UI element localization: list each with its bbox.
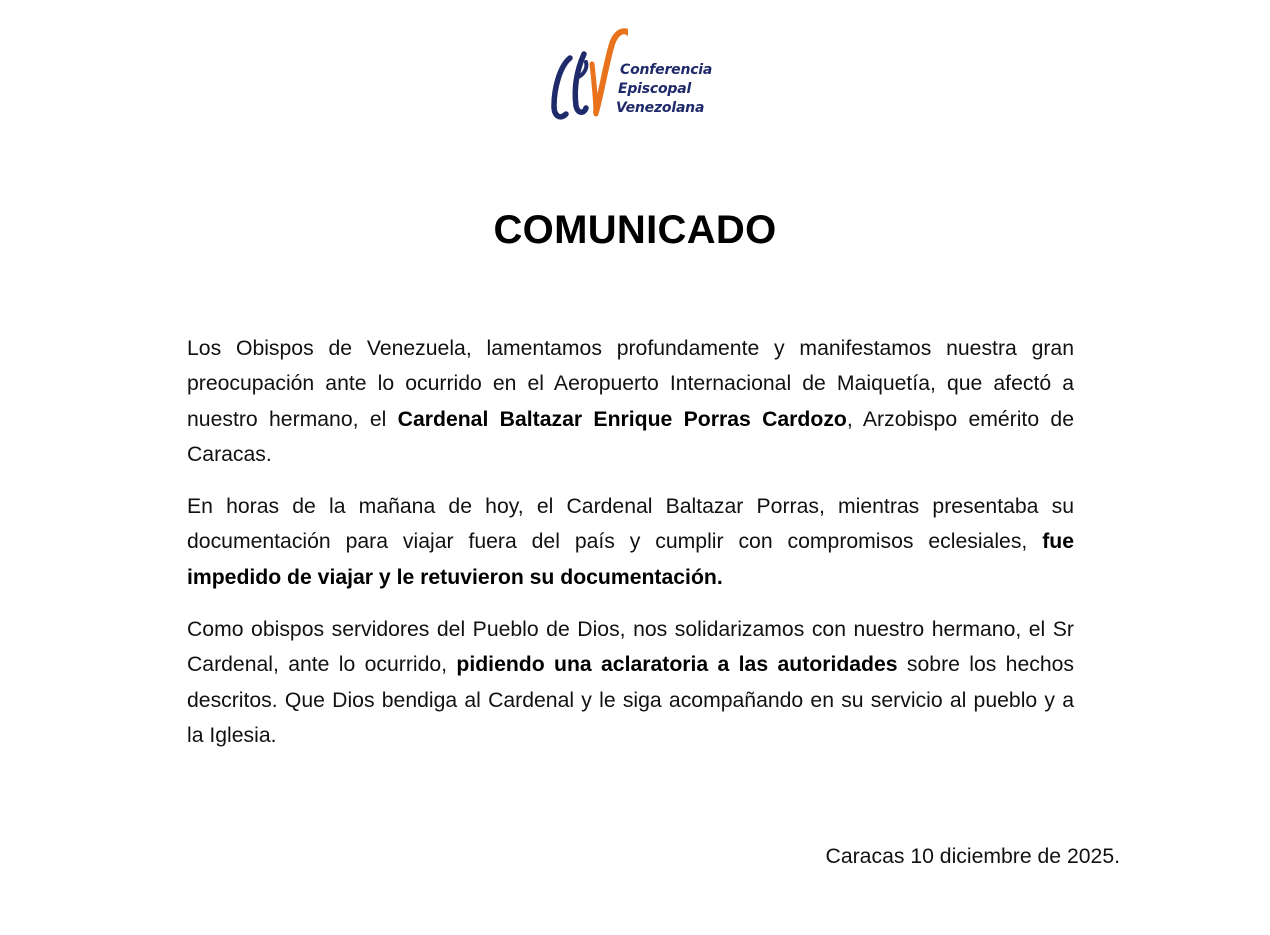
paragraph-2-text-a: En horas de la mañana de hoy, el Cardenal Baltazar Porras, mientras presentaba su documentación para viajar fuera del país y cumplir con compromisos eclesiales, <box>187 495 1074 554</box>
paragraph-3-text-b: sobre los hechos descritos. Que Dios bendiga al Cardenal y le siga acompañando en su servicio al pueblo y a la Iglesia. <box>187 653 1074 747</box>
cev-logo <box>548 28 728 124</box>
logo-wordmark <box>616 61 713 118</box>
paragraph-2-bold: fue impedido de viajar y le retuvieron su documentación. <box>187 530 1074 589</box>
paragraph-1 <box>187 331 1074 472</box>
paragraph-1-text-a: Los Obispos de Venezuela, lamentamos profundamente y manifestamos nuestra gran preocupación ante lo ocurrido en el Aeropuerto Internacional de Maiquetía, que afectó a nuestro hermano, el <box>187 337 1074 431</box>
place-and-date: Caracas 10 diciembre de 2025. <box>825 845 1120 868</box>
paragraph-1-text-b: , Arzobispo emérito de Caracas. <box>187 407 1074 466</box>
paragraph-3-text-a: Como obispos servidores del Pueblo de Dios, nos solidarizamos con nuestro hermano, el Sr Cardenal, ante lo ocurrido, <box>187 618 1074 677</box>
paragraph-2 <box>187 489 1074 595</box>
logo-line-2: Episcopal <box>618 81 692 97</box>
paragraph-3-bold: pidiendo una aclaratoria a las autoridades <box>456 653 898 677</box>
document-title: COMUNICADO <box>493 208 777 252</box>
paragraph-1-bold: Cardenal Baltazar Enrique Porras Cardozo <box>397 407 847 431</box>
document-body <box>187 331 1074 770</box>
logo-line-3: Venezolana <box>616 100 705 116</box>
paragraph-3 <box>187 612 1074 753</box>
logo-line-1: Conferencia <box>620 62 713 78</box>
